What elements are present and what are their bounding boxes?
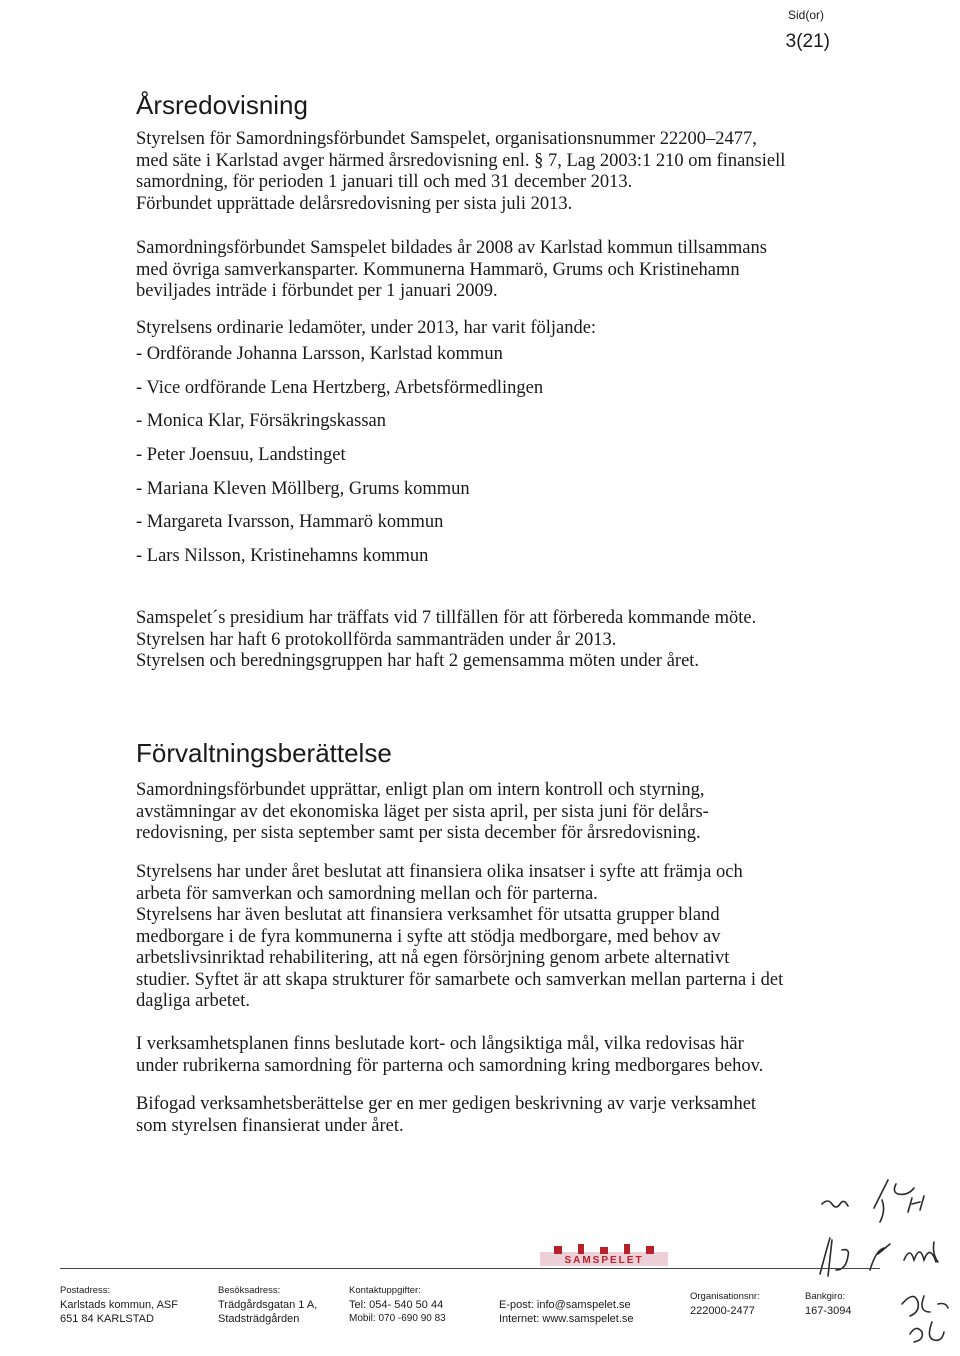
footer-label: Postadress:	[60, 1285, 111, 1296]
footer-postadress	[60, 1284, 178, 1326]
footer-value: 222000-2477	[690, 1305, 755, 1317]
samspelet-logo	[540, 1244, 668, 1266]
text-line: Samordningsförbundet Samspelet bildades år 2008 av Karlstad kommun tillsammans	[136, 238, 767, 258]
text-line: dagliga arbetet.	[136, 991, 251, 1011]
footer-website: Internet: www.samspelet.se	[499, 1313, 634, 1325]
text-line: Styrelsens ordinarie ledamöter, under 2013, har varit följande:	[136, 318, 597, 338]
handwritten-initials-signature	[800, 1170, 950, 1356]
footer-besoksadress	[218, 1284, 317, 1326]
footer-divider	[60, 1268, 880, 1269]
text-line: med säte i Karlstad avger härmed årsredovisning enl. § 7, Lag 2003:1 210 om finansiell	[136, 150, 786, 171]
footer-bankgiro	[805, 1290, 852, 1318]
text-line: Styrelsen och beredningsgruppen har haft 2 gemensamma möten under året.	[136, 651, 700, 671]
text-line: Samspelet´s presidium har träffats vid 7 tillfällen för att förbereda kommande möte.	[136, 608, 757, 628]
paragraph-attachment	[136, 1094, 856, 1137]
footer-value: Stadsträdgården	[218, 1313, 300, 1325]
section-title-arsredovisning: Årsredovisning	[136, 90, 308, 120]
paragraph-members-intro	[136, 318, 856, 340]
text-line: Styrelsen för Samordningsförbundet Samspelet, organisationsnummer 22200–2477,	[136, 129, 757, 149]
text-line: Styrelsens har under året beslutat att finansiera olika insatser i syfte att främja och	[136, 862, 743, 882]
footer-value: 651 84 KARLSTAD	[60, 1313, 154, 1325]
text-line: studier. Syftet är att skapa strukturer för samarbete och samverkan mellan parterna i det	[136, 969, 784, 990]
text-line: arbetslivsinriktad rehabilitering, att nå egen försörjning genom arbete alternativt	[136, 948, 730, 968]
footer-orgnr	[690, 1290, 760, 1318]
text-line: Styrelsens har även beslutat att finansiera verksamhet för utsatta grupper bland	[136, 905, 720, 925]
list-item: - Ordförande Johanna Larsson, Karlstad kommun	[136, 344, 503, 364]
text-line: samordning, för perioden 1 januari till och med 31 december 2013.	[136, 172, 633, 192]
footer-value: Mobil: 070 -690 90 83	[349, 1313, 446, 1324]
footer-epost	[499, 1298, 634, 1326]
page-label: Sid(or)	[787, 8, 824, 22]
paragraph-history	[136, 238, 856, 303]
page-number: 3(21)	[785, 31, 830, 52]
paragraph-goals	[136, 1034, 856, 1077]
footer-kontakt	[349, 1284, 446, 1326]
text-line: Förbundet upprättade delårsredovisning per sista juli 2013.	[136, 193, 573, 214]
list-item: - Peter Joensuu, Landstinget	[136, 445, 346, 466]
text-line: arbeta för samverkan och samordning mellan och för parterna.	[136, 883, 598, 904]
footer-value: Trädgårdsgatan 1 A,	[218, 1299, 318, 1311]
footer-value: Tel: 054- 540 50 44	[349, 1299, 444, 1311]
svg-text:SAMSPELET: SAMSPELET	[564, 1255, 644, 1266]
list-item: - Monica Klar, Försäkringskassan	[136, 411, 386, 432]
text-line: redovisning, per sista september samt per sista december för årsredovisning.	[136, 823, 701, 843]
list-item: - Lars Nilsson, Kristinehamns kommun	[136, 546, 429, 567]
section-title-forvaltningsberattelse: Förvaltningsberättelse	[136, 738, 392, 768]
text-line: under rubrikerna samordning för parterna och samordning kring medborgares behov.	[136, 1055, 764, 1076]
text-line: som styrelsen finansierat under året.	[136, 1115, 404, 1136]
paragraph-intro	[136, 129, 856, 215]
footer-value: 167-3094	[805, 1305, 852, 1317]
list-item: - Vice ordförande Lena Hertzberg, Arbetsförmedlingen	[136, 377, 544, 398]
text-line: beviljades inträde i förbundet per 1 januari 2009.	[136, 281, 498, 301]
footer-email: E-post: info@samspelet.se	[499, 1299, 631, 1311]
footer-label: Kontaktuppgifter:	[349, 1285, 421, 1296]
text-line: Samordningsförbundet upprättar, enligt plan om intern kontroll och styrning,	[136, 780, 705, 800]
text-line: I verksamhetsplanen finns beslutade kort- och långsiktiga mål, vilka redovisas här	[136, 1034, 744, 1054]
board-members-list	[136, 344, 543, 580]
paragraph-meetings	[136, 608, 856, 673]
text-line: medborgare i de fyra kommunerna i syfte att stödja medborgare, med behov av	[136, 926, 721, 947]
text-line: med övriga samverkansparter. Kommunerna Hammarö, Grums och Kristinehamn	[136, 259, 740, 280]
list-item: - Mariana Kleven Möllberg, Grums kommun	[136, 478, 470, 499]
footer-value: Karlstads kommun, ASF	[60, 1299, 178, 1311]
text-line: avstämningar av det ekonomiska läget per sista april, per sista juni för delårs-	[136, 801, 709, 822]
footer-label: Bankgiro:	[805, 1291, 846, 1302]
footer-label: Organisationsnr:	[690, 1291, 760, 1302]
paragraph-financing	[136, 862, 856, 1013]
list-item: - Margareta Ivarsson, Hammarö kommun	[136, 512, 444, 533]
footer-label: Besöksadress:	[218, 1285, 281, 1296]
text-line: Styrelsen har haft 6 protokollförda sammanträden under år 2013.	[136, 629, 617, 650]
text-line: Bifogad verksamhetsberättelse ger en mer gedigen beskrivning av varje verksamhet	[136, 1094, 757, 1114]
paragraph-control	[136, 780, 856, 845]
